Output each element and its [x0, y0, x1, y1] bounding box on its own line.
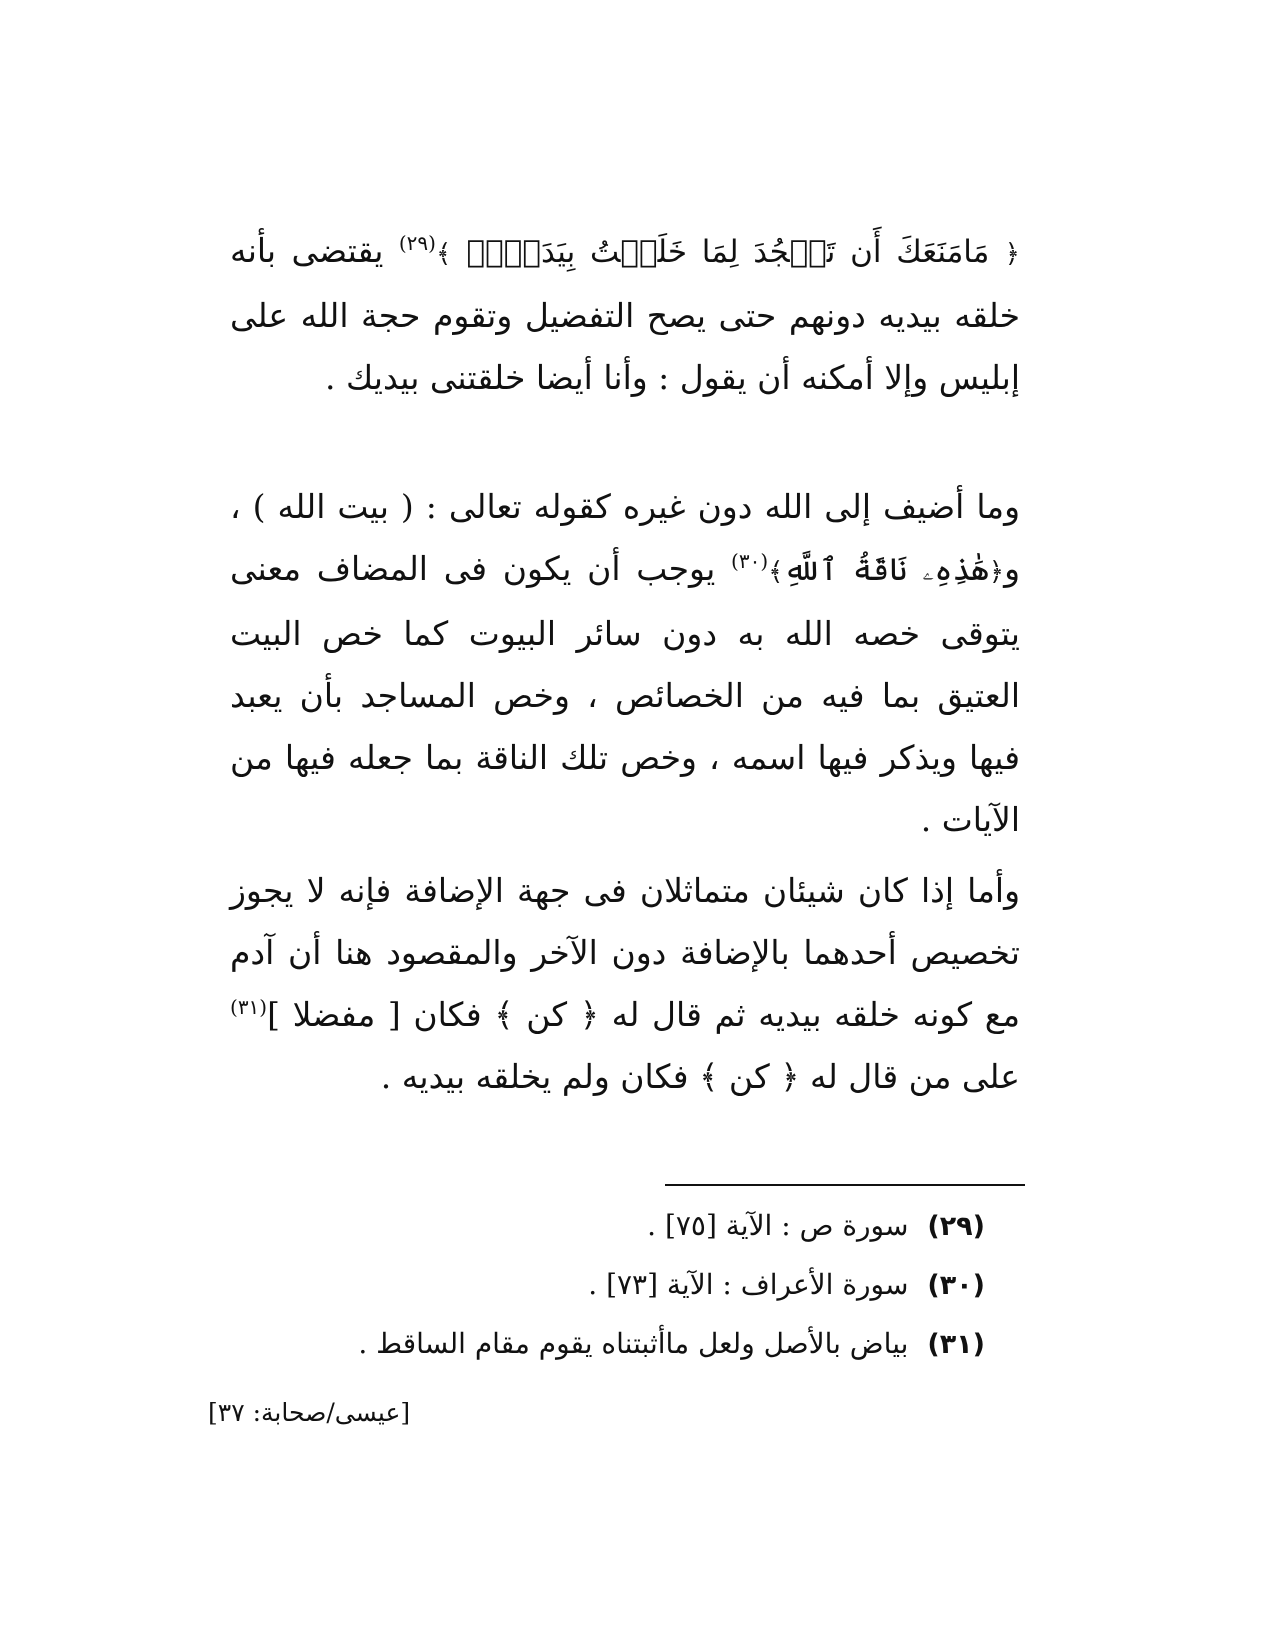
- quran-close-bracket: ﴾: [768, 557, 784, 587]
- footnote-ref-30[interactable]: (٣٠): [731, 549, 769, 573]
- quran-open-bracket: ﴿: [988, 557, 1005, 587]
- footnote-number: (٣١): [927, 1329, 985, 1360]
- paragraph-3-text-mid-1: فكان [ مفضلا ]: [267, 995, 482, 1034]
- footnote-number: (٢٩): [927, 1211, 985, 1242]
- footnotes-list: [225, 1197, 985, 1374]
- footnote-text: بياض بالأصل ولعل ماأثبتناه يقوم مقام الساقط .: [358, 1327, 909, 1360]
- paragraph-1-text: يقتضى بأنه خلقه بيديه دونهم حتى يصح التفضيل وتقوم حجة الله على إبليس وإلا أمكنه أن يقول : وأنا أيضا خلقتنى بيديك .: [230, 231, 1020, 397]
- quran-kun-2: ﴿ كن ﴾: [699, 1057, 800, 1096]
- footnote-text: سورة ص : الآية [٧٥] .: [647, 1209, 909, 1242]
- paragraph-2: [230, 476, 1020, 851]
- quran-verse-30: هَٰذِهِۦ نَاقَةُ ٱللَّهِ: [783, 552, 989, 588]
- footnote-ref-29[interactable]: (٢٩): [398, 231, 436, 255]
- footnote-number: (٣٠): [927, 1270, 985, 1301]
- paragraph-3-text-before: وأما إذا كان شيئان متماثلان فى جهة الإضافة فإنه لا يجوز تخصيص أحدهما بالإضافة دون الآخر والمقصود هنا أن آدم مع كونه خلقه بيديه ثم قال له: [230, 871, 1020, 1034]
- paragraph-3-text-mid-2: على من قال له: [810, 1057, 1020, 1096]
- footnote-text: سورة الأعراف : الآية [٧٣] .: [588, 1268, 909, 1301]
- page-code-label: [عيسى/صحابة: ٣٧]: [208, 1398, 411, 1427]
- footnote-30: [225, 1256, 985, 1315]
- paragraph-1: [230, 220, 1020, 409]
- footnote-separator-line: [665, 1184, 1025, 1186]
- footnote-29: [225, 1197, 985, 1256]
- paragraph-2-text-before: وما أضيف إلى الله دون غيره كقوله تعالى : ( بيت الله ) ، و: [230, 487, 1020, 588]
- paragraph-2-text-after: يوجب أن يكون فى المضاف معنى يتوقى خصه الله به دون سائر البيوت كما خص البيت العتيق بما فيه من الخصائص ، وخص المساجد بأن يعبد فيها ويذكر فيها اسمه ، وخص تلك الناقة بما جعله فيها من الآيات .: [230, 549, 1020, 839]
- footnote-ref-31[interactable]: (٣١): [230, 995, 268, 1019]
- footnote-31: [225, 1315, 985, 1374]
- quran-open-bracket: ﴿: [1004, 239, 1020, 269]
- quran-close-bracket: ﴾: [435, 239, 452, 269]
- quran-verse-29: مَامَنَعَكَ أَن تَسۡجُدَ لِمَا خَلَقۡتُ بِيَدَيَّۖ: [466, 234, 990, 270]
- quran-kun-1: ﴿ كن ﴾: [494, 995, 600, 1034]
- paragraph-3: [230, 860, 1020, 1108]
- paragraph-3-text-end: فكان ولم يخلقه بيديه .: [380, 1057, 689, 1096]
